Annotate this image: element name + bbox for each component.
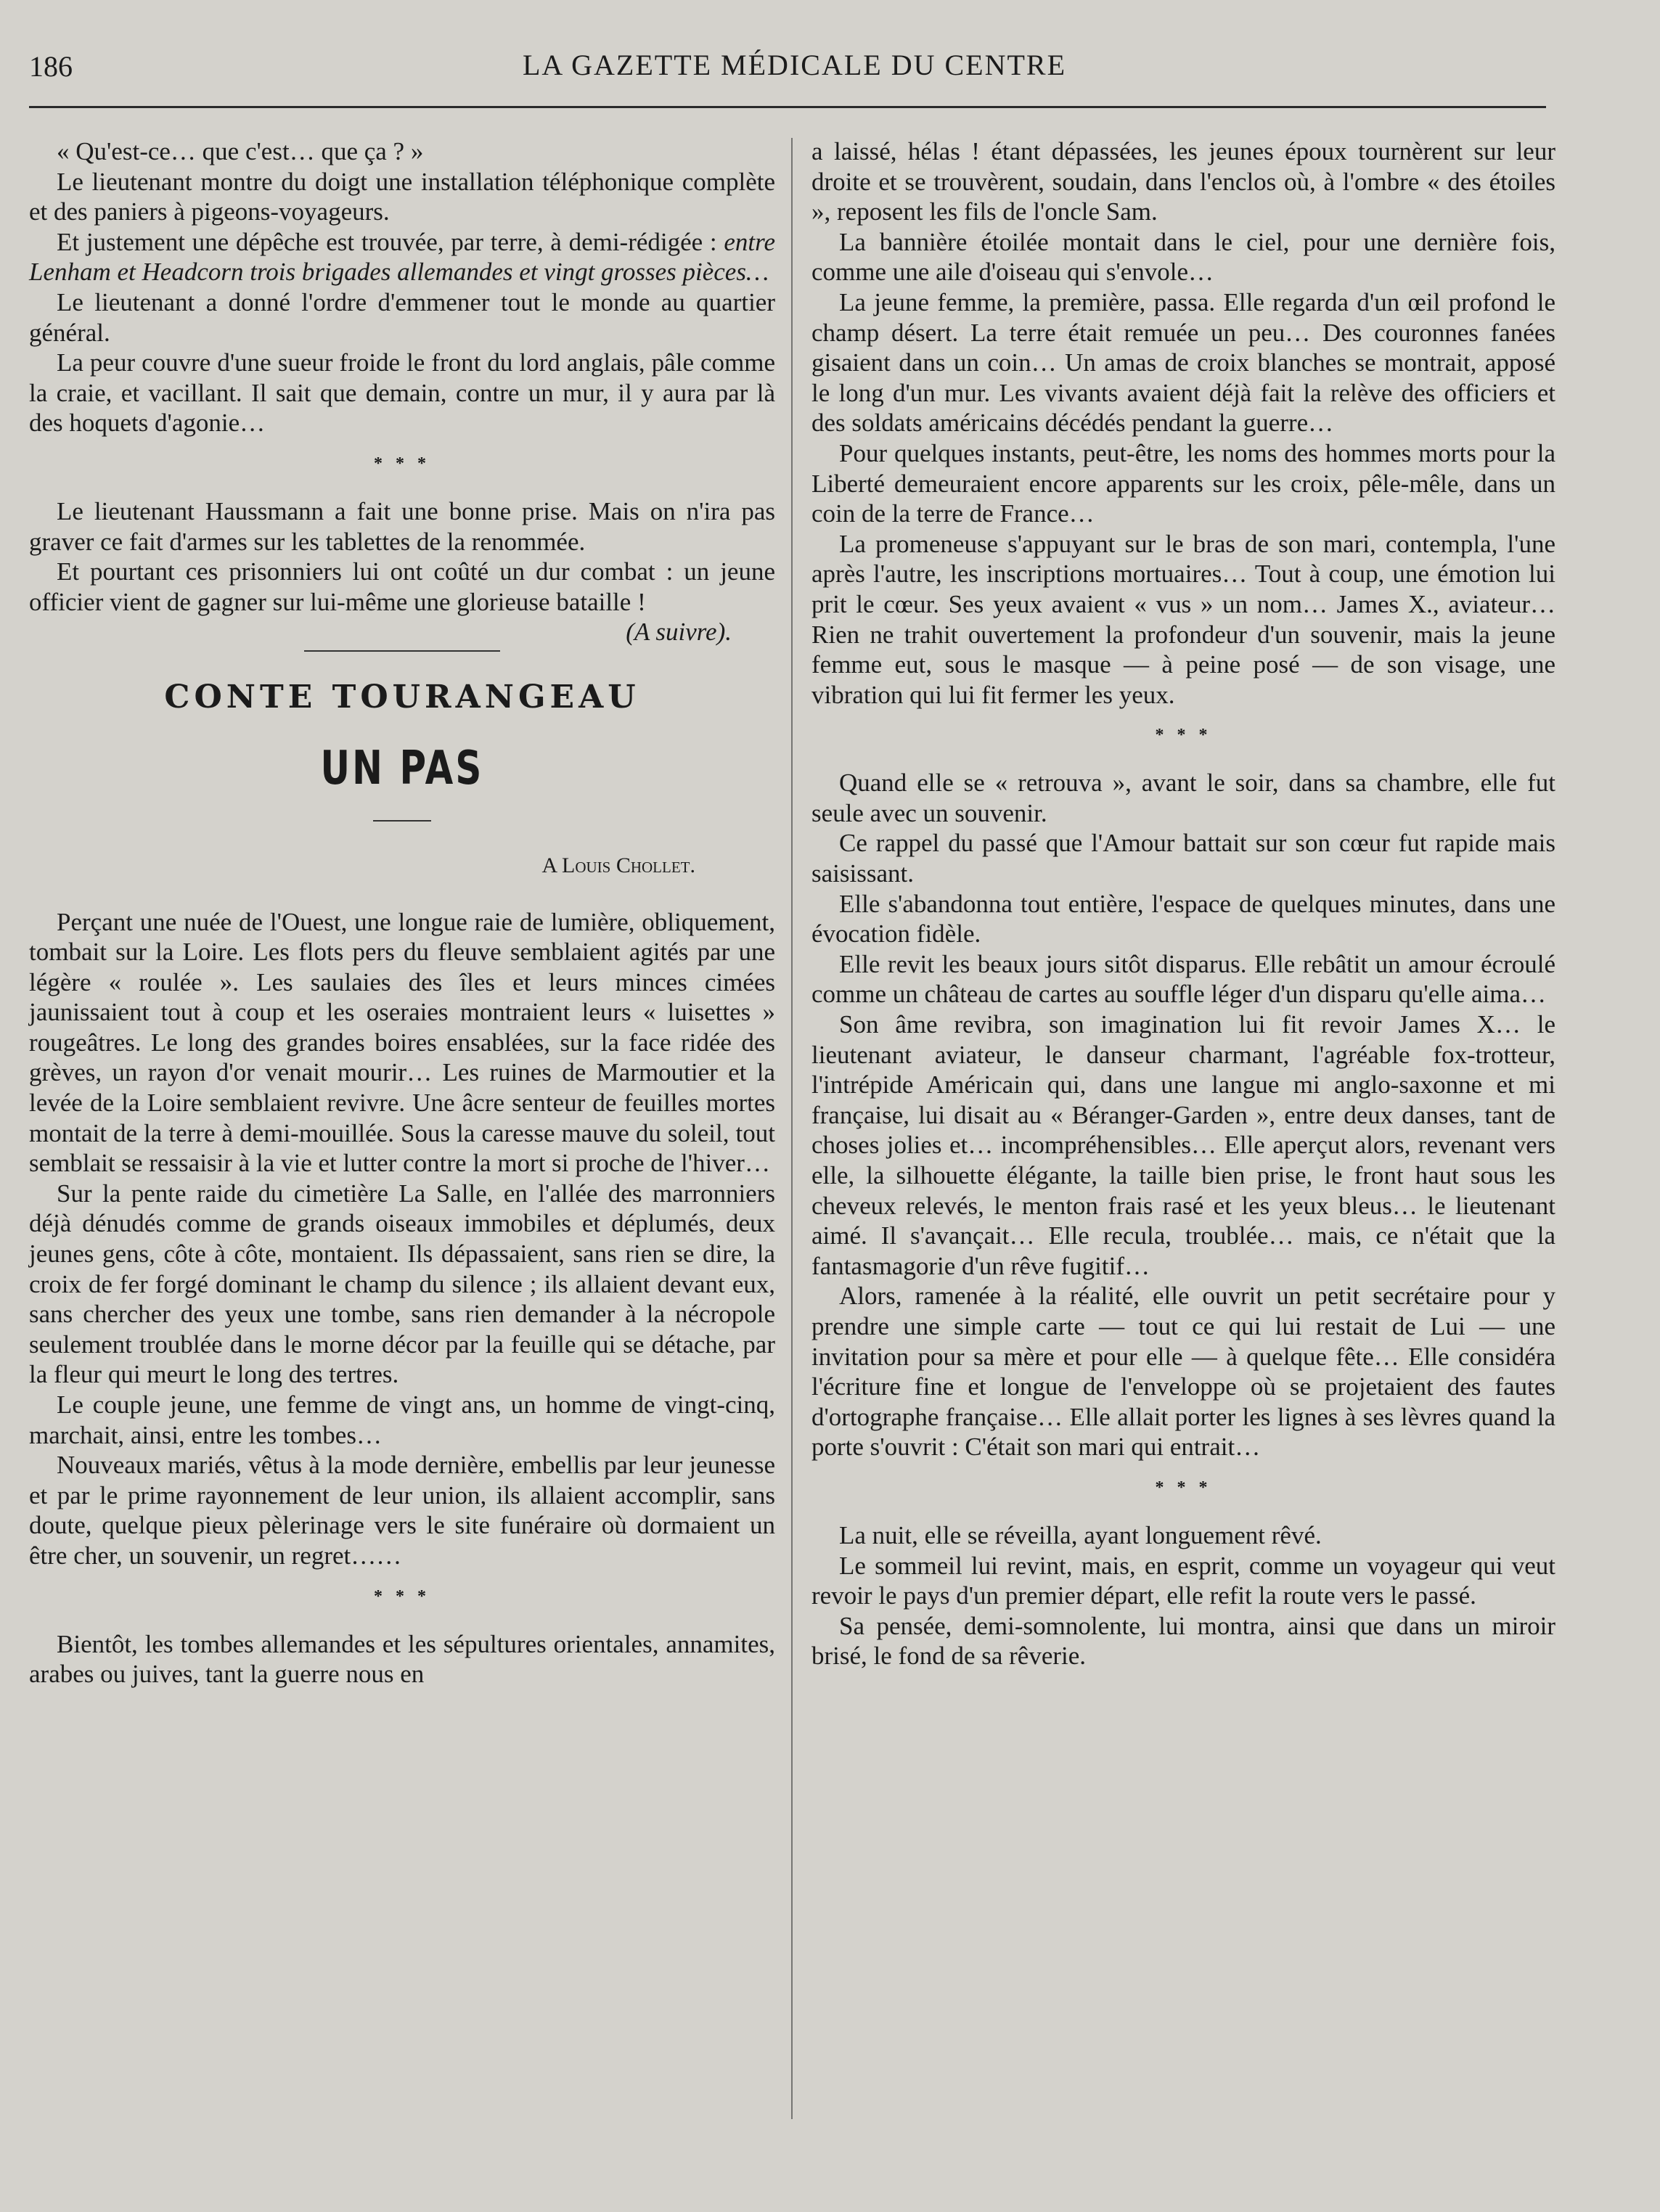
column-divider (791, 138, 793, 2119)
paragraph: Nouveaux mariés, vêtus à la mode dernière, embellis par leur jeunesse et par le prime rayonnement de leur union, ils allaient accomplir, sans doute, quelque pieux pèlerinage vers le site funéraire où dormaient un être cher, un souvenir, un regret…… (29, 1451, 775, 1570)
paragraph: Le sommeil lui revint, mais, en esprit, comme un voyageur qui veut revoir le pays d'un premier départ, elle refit la route vers le passé. (811, 1551, 1555, 1610)
paragraph: La peur couvre d'une sueur froide le front du lord anglais, pâle comme la craie, et vacillant. Il sait que demain, contre un mur, il y aura par là des hoquets d'agonie… (29, 348, 775, 438)
paragraph: La promeneuse s'appuyant sur le bras de son mari, contempla, l'une après l'autre, les inscriptions mortuaires… Tout à coup, une émotion lui prit le cœur. Ses yeux avaient « vus » un nom… James X., aviateur… Rien ne trahit ouvertement la profondeur d'un souvenir, mais la jeune femme eut, sous le masque — à peine posé — de son visage, une vibration qui lui fit fermer les yeux. (811, 529, 1555, 709)
section-asterism: * * * (1155, 726, 1212, 745)
section-asterism: * * * (374, 1586, 430, 1606)
paragraph: Le lieutenant Haussmann a fait une bonne prise. Mais on n'ira pas graver ce fait d'armes sur les tablettes de la renommée. (29, 496, 775, 556)
paragraph: a laissé, hélas ! étant dépassées, les jeunes époux tournèrent sur leur droite et se trouvèrent, soudain, dans l'enclos où, à l'ombre « des étoiles », reposent les fils de l'oncle Sam. (811, 137, 1555, 226)
paragraph: Ce rappel du passé que l'Amour battait sur son cœur fut rapide mais saisissant. (811, 829, 1555, 888)
paragraph: La jeune femme, la première, passa. Elle regarda d'un œil profond le champ désert. La terre était remuée un peu… Des couronnes fanées gisaient dans un coin… Un amas de croix blanches se montrait, apposé le long d'un mur. Les vivants avaient déjà fait la relève des officiers et des soldats américains décédés pendant la guerre… (811, 287, 1555, 438)
running-title: LA GAZETTE MÉDICALE DU CENTRE (523, 49, 1067, 81)
paragraph-text: Et pourtant ces prisonniers lui ont coûté un dur combat : un jeune officier vient de gagner sur lui-même une glorieuse bataille ! (29, 557, 775, 616)
paragraph: Le lieutenant a donné l'ordre d'emmener tout le monde au quartier général. (29, 287, 775, 347)
story-label: CONTE TOURANGEAU (164, 679, 640, 716)
paragraph: Elle revit les beaux jours sitôt disparus. Elle rebâtit un amour écroulé comme un château de cartes au souffle léger d'un disparu qu'elle aima… (811, 949, 1555, 1009)
dedication: A Louis Chollet. (541, 853, 695, 877)
right-column (811, 136, 1555, 1671)
left-column (29, 136, 775, 1689)
section-asterism: * * * (1155, 1478, 1212, 1497)
section-rule (304, 650, 500, 652)
title-rule (373, 820, 431, 822)
paragraph: Sa pensée, demi-somnolente, lui montra, ainsi que dans un miroir brisé, le fond de sa rêverie. (811, 1611, 1555, 1671)
paragraph (29, 557, 775, 647)
paragraph: Quand elle se « retrouva », avant le soir, dans sa chambre, elle fut seule avec un souvenir. (811, 769, 1555, 827)
paragraph: Pour quelques instants, peut-être, les noms des hommes morts pour la Liberté demeuraient encore apparents sur les croix, pêle-mêle, dans un coin de la terre de France… (811, 438, 1555, 528)
paragraph: Sur la pente raide du cimetière La Salle, en l'allée des marronniers déjà dénudés comme de grands oiseaux immobiles et déplumés, deux jeunes gens, côte à côte, montaient. Ils dépassaient, sans rien se dire, la croix de fer forgé dominant le champ du silence ; ils allaient devant eux, sans chercher des yeux une tombe, sans rien demander à la nécropole seulement troublée dans le morne décor par la feuille qui se détache, par la fleur qui meurt le long des tertres. (29, 1179, 775, 1389)
section-asterism: * * * (374, 454, 430, 473)
paragraph: Le couple jeune, une femme de vingt ans, un homme de vingt-cinq, marchait, ainsi, entre les tombes… (29, 1390, 775, 1449)
paragraph: La bannière étoilée montait dans le ciel, pour une dernière fois, comme une aile d'oiseau qui s'envole… (811, 227, 1555, 287)
paragraph (29, 227, 775, 287)
page-number: 186 (29, 50, 73, 83)
paragraph: Le lieutenant montre du doigt une installation téléphonique complète et des paniers à pigeons-voyageurs. (29, 167, 775, 226)
paragraph: « Qu'est-ce… que c'est… que ça ? » (57, 137, 424, 165)
paragraph: Son âme revibra, son imagination lui fit revoir James X… le lieutenant aviateur, le danseur charmant, l'agréable fox-trotteur, l'intrépide Américain qui, dans une langue mi anglo-saxonne et mi française, lui disait au « Béranger-Garden », entre deux danses, tant de choses jolies et… incompréhensibles… Elle aperçut alors, revenant vers elle, la silhouette élégante, la taille bien prise, le front haut sous les cheveux relevés, le menton frais rasé et les yeux bleus… le lieutenant aimé. Il s'avançait… Elle recula, troublée… mais, ce n'était que la fantasmagorie d'un rêve fugitif… (811, 1010, 1555, 1280)
page-header (29, 45, 1544, 103)
to-be-continued: (A suivre). (626, 618, 732, 647)
dispatch-text: entre Lenham et Headcorn trois brigades allemandes et vingt grosses pièces… (29, 227, 775, 287)
paragraph: Perçant une nuée de l'Ouest, une longue raie de lumière, obliquement, tombait sur la Loire. Les flots pers du fleuve semblaient agités par une légère « roulée ». Les saulaies des îles et leurs minces cimées jaunissaient tout à coup et les oseraies montraient leurs « luisettes » rougeâtres. Le long des grandes boires ensablées, sur la face ridée des grèves, un rayon d'or venait mourir… Les ruines de Marmoutier et la levée de la Loire semblaient revivre. Une âcre senteur de feuilles mortes montait de la terre à demi-mouillée. Sous la caresse mauve du soleil, tout semblait se ressaisir à la vie et lutter contre la mort si proche de l'hiver… (29, 907, 775, 1178)
paragraph: Bientôt, les tombes allemandes et les sépultures orientales, annamites, arabes ou juives, tant la guerre nous en (29, 1629, 775, 1689)
paragraph: Alors, ramenée à la réalité, elle ouvrit un petit secrétaire pour y prendre une simple carte — tout ce qui lui restait de Lui — une invitation pour sa mère et pour elle — à quelque fête… Elle considéra l'écriture fine et longue de l'enveloppe où se projetaient des fautes d'ortographe française… Elle allait porter les lignes à ses lèvres quand la porte s'ouvrit : C'était son mari qui entrait… (811, 1282, 1555, 1462)
header-rule (29, 106, 1546, 108)
story-title: UN PAS (320, 741, 484, 795)
paragraph: La nuit, elle se réveilla, ayant longuement rêvé. (839, 1520, 1322, 1549)
paragraph: Elle s'abandonna tout entière, l'espace de quelques minutes, dans une évocation fidèle. (811, 889, 1555, 949)
paragraph-text: Et justement une dépêche est trouvée, par terre, à demi-rédigée : (57, 227, 724, 256)
